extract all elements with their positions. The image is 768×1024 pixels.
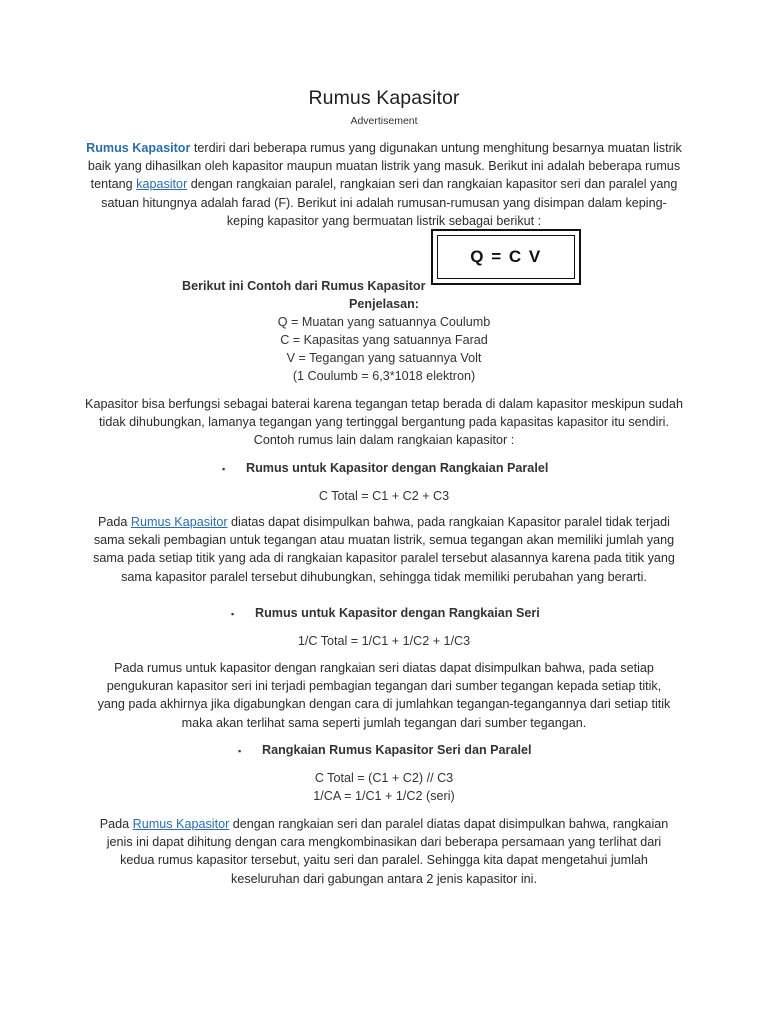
paragraph-parallel-rest: diatas dapat disimpulkan bahwa, pada rangkaian Kapasitor paralel tidak terjadi sama sekali pembagian untuk tegangan atau muatan listrik, semua tegangan akan memiliki jumlah yang sama pada setiap titik yang ada di rangkaian kapasitor paralel tersebut alasannya karena pada titik yang sama kapasitor paralel tersebut dihubungkan, sehingga tidak memiliki perubahan yang berarti. [93, 515, 675, 584]
formula-combo-1: C Total = (C1 + C2) // C3 [314, 771, 454, 785]
formula-series: 1/C Total = 1/C1 + 1/C2 + 1/C3 [297, 634, 471, 648]
bullet-series [231, 604, 540, 623]
intro-lead[interactable]: Rumus Kapasitor [86, 141, 191, 155]
formula-text: Q = C V [437, 235, 575, 279]
bullet-marker: ▪ [238, 746, 242, 756]
bullet-marker: ▪ [231, 609, 235, 619]
formula-combo-2: 1/CA = 1/C1 + 1/C2 (seri) [313, 789, 455, 803]
page-title: Rumus Kapasitor [308, 87, 460, 109]
explanation-line-q: Q = Muatan yang satuannya Coulumb [277, 315, 491, 329]
explanation-line-c: C = Kapasitas yang satuannya Farad [280, 333, 488, 347]
example-heading: Berikut ini Contoh dari Rumus Kapasitor [182, 279, 426, 293]
bullet-parallel [222, 459, 548, 478]
intro-paragraph [84, 139, 684, 230]
paragraph-combo-start: Pada [99, 817, 133, 831]
bullet-combo [238, 741, 531, 760]
explanation-heading: Penjelasan: [349, 297, 419, 311]
kapasitor-link[interactable]: kapasitor [136, 177, 188, 192]
paragraph-combo-rest: dengan rangkaian seri dan paralel diatas dapat disimpulkan bahwa, rangkaian jenis ini dapat dihitung dengan cara mengkombinasikan dari beberapa persamaan yang terlihat dari kedua rumus kapasitor tersebut, yaitu seri dan paralel. Sehingga kita dapat mengetahui jumlah keseluruhan dari gabungan antara 2 jenis kapasitor ini. [106, 817, 669, 886]
battery-paragraph: Kapasitor bisa berfungsi sebagai baterai karena tegangan tetap berada di dalam kapasitor meskipun sudah tidak dihubungkan, lamanya tegangan yang tertinggal bergantung pada kapasitas kapasitor itu sendiri. Contoh rumus lain dalam rangkaian kapasitor : [85, 397, 683, 448]
intro-text-2: dengan rangkaian paralel, rangkaian seri dan rangkaian kapasitor seri dan paralel yang satuan hitungnya adalah farad (F). Berikut ini adalah rumusan-rumusan yang disimpan dalam keping-keping kapasitor yang bermuatan listrik sebagai berikut : [101, 177, 678, 228]
paragraph-parallel [92, 513, 676, 586]
heading-combo: Rangkaian Rumus Kapasitor Seri dan Paralel [262, 743, 532, 757]
heading-series: Rumus untuk Kapasitor dengan Rangkaian Seri [255, 606, 540, 620]
explanation-line-v: V = Tegangan yang satuannya Volt [286, 351, 482, 365]
paragraph-series: Pada rumus untuk kapasitor dengan rangkaian seri diatas dapat disimpulkan bahwa, pada setiap pengukuran kapasitor seri ini terjadi pembagian tegangan dari sumber tegangan kepada setiap titik, yang pada akhirnya jika digabungkan dengan cara di jumlahkan tegangan-tegangannya dari setiap titik maka akan terlihat sama seperti jumlah tegangan dari sumber tegangan. [97, 661, 671, 730]
advertisement-label: Advertisement [350, 115, 418, 127]
intro-text-1: terdiri dari beberapa rumus yang digunakan untung menghitung besarnya muatan listrik baik yang dihasilkan oleh kapasitor maupun muatan listrik yang masuk. Berikut ini adalah beberapa rumus tentang [87, 141, 682, 192]
heading-parallel: Rumus untuk Kapasitor dengan Rangkaian Paralel [246, 461, 549, 475]
rumus-kapasitor-link-1[interactable]: Rumus Kapasitor [130, 515, 228, 529]
formula-parallel: C Total = C1 + C2 + C3 [318, 489, 450, 503]
rumus-kapasitor-link-2[interactable]: Rumus Kapasitor [132, 817, 230, 831]
paragraph-combo [96, 815, 672, 888]
paragraph-parallel-start: Pada [98, 515, 131, 529]
explanation-line-coulumb: (1 Coulumb = 6,3*1018 elektron) [292, 369, 476, 383]
bullet-marker: ▪ [222, 464, 226, 474]
formula-image [431, 229, 581, 285]
